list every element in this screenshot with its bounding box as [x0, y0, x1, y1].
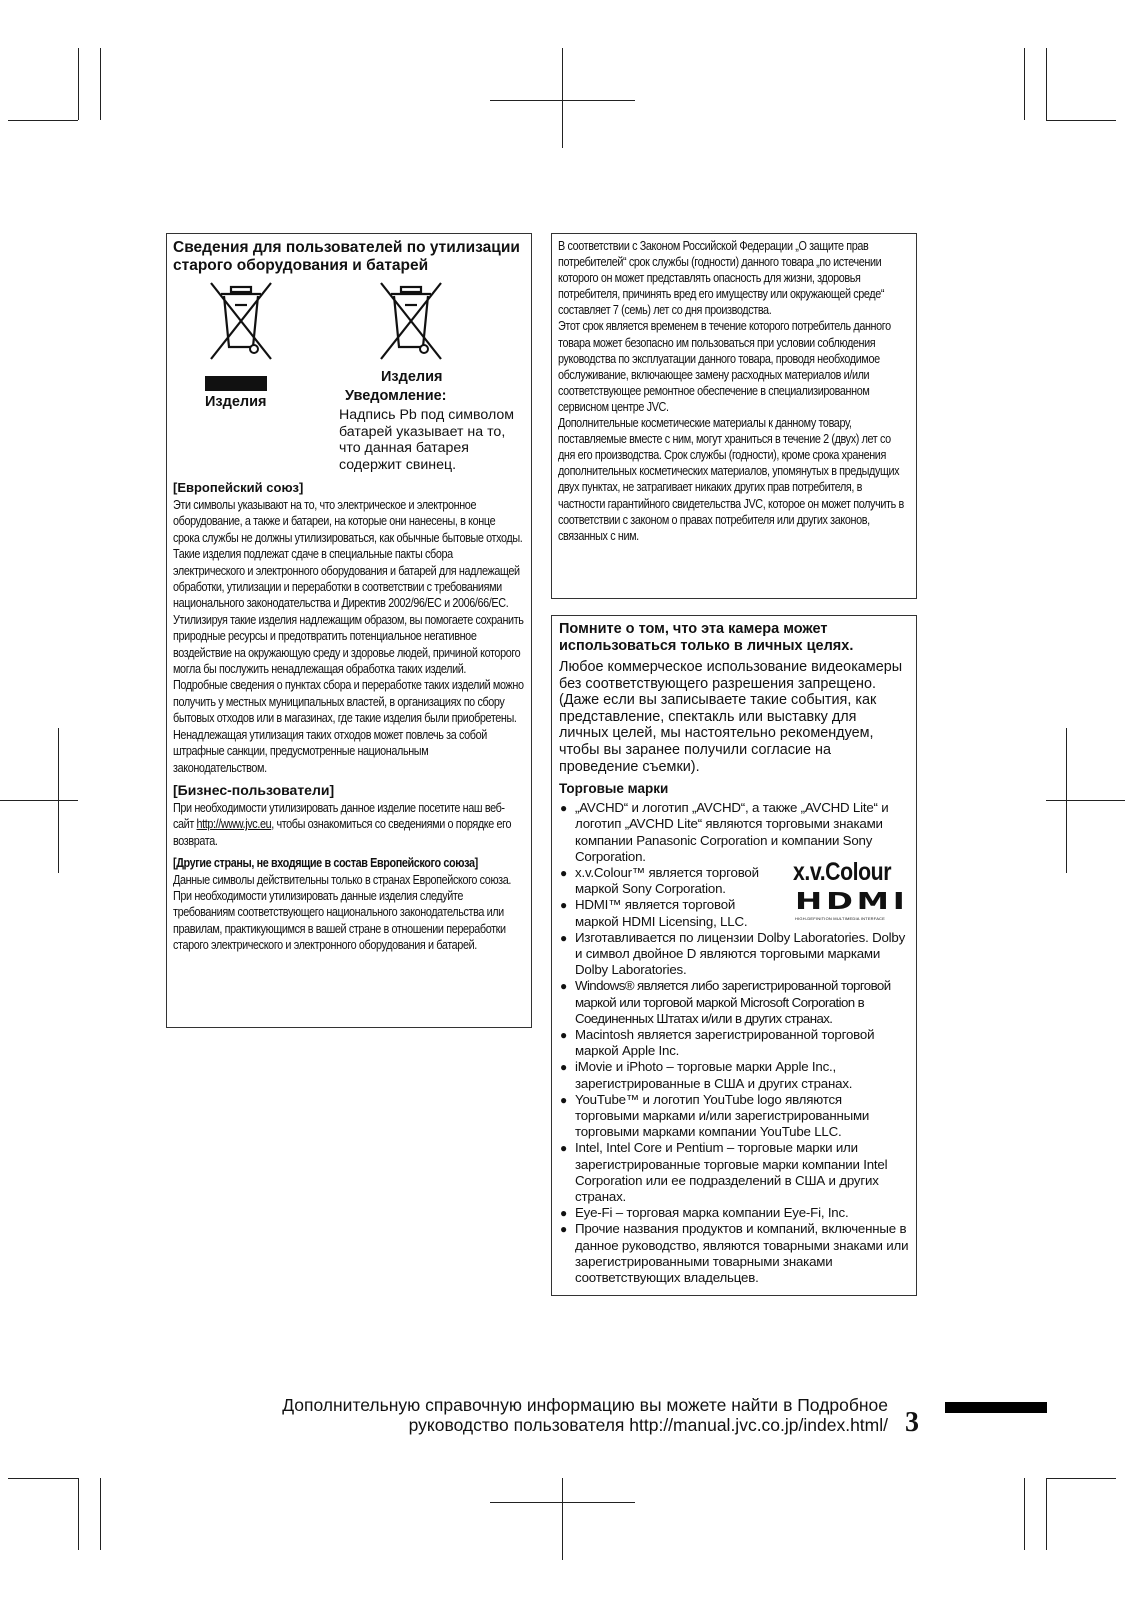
hdmi-logo-wordmark: HDMI	[795, 888, 909, 916]
icon-right-label: Изделия	[381, 369, 443, 385]
eu-paragraph: Подробные сведения о пунктах сбора и переработке таких изделий можно получить у местных муниципальных властей, в организациях по сбору бытовых отходов или в магазинах, где такие изделия были приобретены.	[173, 678, 524, 726]
trademark-item: ● Изготавливается по лицензии Dolby Laboratories. Dolby и символ двойное D являются торговыми марками Dolby Laboratories.	[560, 929, 906, 978]
eu-paragraph: Эти символы указывают на то, что электрическое и электронное оборудование, а также и батареи, на которые они нанесены, в конце срока службы не должны утилизироваться, как обычные бытовые отходы. Такие изделия подлежат сдаче в специальные пакты сбора электрического и электронного оборудования и батарей для надлежащей обработки, утилизации и переработки в соответствии с требованиями национального законодательства и Директив 2002/96/EC и 2006/66/EC.	[173, 498, 523, 611]
business-text	[173, 800, 524, 849]
trademark-item: ● Macintosh является зарегистрированной торговой маркой Apple Inc.	[560, 1027, 875, 1059]
personal-use-intro: Любое коммерческое использование видеокамеры без соответствующего разрешения запрещено. (Даже если вы записываете такие события, как представление, спектакль или выставку для личных целей, мы настоятельно рекомендуем, чтобы вы заранее получили согласие на проведение съемки).	[559, 659, 903, 775]
business-text-part: , чтобы ознакомиться со сведениями о порядке его возврата.	[173, 817, 512, 848]
service-paragraph: В соответствии с Законом Российской Федерации „О защите прав потребителей“ срок службы (годности) данного товара „по истечении которого он может представлять опасность для жизни, здоровья потребителя, причинять вред его имуществу или окружающей среде“ составляет 7 (семь) лет со дня производства.	[558, 239, 885, 318]
crossed-bin-icon	[209, 281, 273, 361]
page-tab-bar	[945, 1402, 1047, 1413]
crossed-bin-battery-icon	[379, 281, 443, 361]
symbols-area	[173, 275, 525, 480]
personal-use-box	[551, 615, 917, 1296]
trademark-item: ● Windows® является либо зарегистрированной торговой маркой или торговой маркой Microsoft Corporation в Соединенных Штатах и/или в других странах.	[560, 978, 891, 1026]
trademark-item: ● YouTube™ и логотип YouTube logo являются торговыми марками и/или зарегистрированными торговыми марками компании YouTube LLC.	[560, 1091, 870, 1140]
other-heading: [Другие страны, не входящие в состав Европейского союза]	[173, 856, 478, 871]
eu-paragraph: Утилизируя такие изделия надлежащим образом, вы помогаете сохранить природные ресурсы и предотвратить потенциальное негативное воздействие на окружающую среду и здоровье людей, причиной которого могла бы послужить ненадлежащая обработка таких изделий.	[173, 612, 524, 677]
recycling-info-box	[166, 233, 532, 1028]
notice-heading: Уведомление:	[345, 388, 447, 404]
trademark-item: ● Eye-Fi – торговая марка компании Eye-Fi, Inc.	[560, 1205, 849, 1221]
service-life-box	[551, 233, 917, 599]
trademarks-heading: Торговые марки	[559, 781, 669, 797]
service-life-text	[558, 238, 909, 544]
eu-heading: [Европейский союз]	[173, 480, 304, 495]
trademark-item: ● „AVCHD“ и логотип „AVCHD“, а также „AVCHD Lite“ и логотип „AVCHD Lite“ являются торговыми знаками компании Panasonic Corporation и компании Sony Corporation.	[560, 800, 889, 864]
jvc-website-link[interactable]: http://www.jvc.eu	[196, 817, 272, 832]
trademark-item: ● Intel, Intel Core и Pentium – торговые марки или зарегистрированные торговые марки компании Intel Corporation или ее подразделений в США и других странах.	[560, 1140, 888, 1205]
recycling-title: Сведения для пользователей по утилизации старого оборудования и батарей	[173, 239, 520, 274]
xvcolour-logo: x.v.Colour	[793, 858, 892, 887]
trademark-item: ● x.v.Colour™ является торговой маркой Sony Corporation.	[560, 864, 759, 897]
service-paragraph: Этот срок является временем в течение которого потребитель данного товара может безопасно им пользоваться при условии соблюдения руководства по эксплуатации данного товара, проводя необходимое обслуживание, включающее замену расходных материалов и/или соответствующее ремонтное обеспечение в специализированном сервисном центре JVC.	[558, 319, 891, 414]
icon-left-label: Изделия	[205, 394, 267, 410]
product-bar	[205, 376, 267, 391]
footer-line-1: Дополнительную справочную информацию вы можете найти в Подробное	[282, 1395, 888, 1415]
footer-line-2: руководство пользователя http://manual.jvc.co.jp/index.html/	[408, 1415, 888, 1435]
notice-text: Надпись Pb под символом батарей указывает на то, что данная батарея содержит свинец.	[339, 407, 515, 473]
service-paragraph: Дополнительные косметические материалы к данному товару, поставляемые вместе с ним, могут храниться в течение 2 (двух) лет со дня его производства. Срок службы (годности), кроме срока хранения дополнительных косметических материалов, упомянутых в предыдущих двух пунктах, не затрагивает никаких других прав потребителя, в частности гарантийного свидетельства JVC, которое он может получить в соответствии с законом о правах потребителя или других законов, связанных с ним.	[558, 416, 904, 543]
business-heading: [Бизнес-пользователи]	[173, 781, 335, 798]
trademark-list-area	[559, 800, 909, 1286]
hdmi-tagline: HIGH-DEFINITION MULTIMEDIA INTERFACE	[795, 916, 886, 922]
personal-use-title: Помните о том, что эта камера может использоваться только в личных целях.	[559, 621, 854, 654]
footer-reference	[200, 1395, 888, 1435]
hdmi-logo	[795, 888, 909, 922]
page-number: 3	[905, 1407, 919, 1438]
trademark-item: ● iMovie и iPhoto – торговые марки Apple Inc., зарегистрированные в США и других странах.	[560, 1059, 853, 1091]
trademark-item: ● HDMI™ является торговой маркой HDMI Licensing, LLC.	[560, 897, 748, 929]
other-countries-block	[173, 855, 524, 953]
other-text: Данные символы действительны только в странах Европейского союза. При необходимости утилизировать данные изделия следуйте требованиям соответствующего национального законодательства или правилам, практикующимся в вашей стране в отношении переработки старого электрического и электронного оборудования и батарей.	[173, 872, 512, 953]
eu-text	[173, 497, 524, 776]
eu-paragraph: Ненадлежащая утилизация таких отходов может повлечь за собой штрафные санкции, предусмотренные национальным законодательством.	[173, 727, 487, 775]
trademark-item: ● Прочие названия продуктов и компаний, включенные в данное руководство, являются товарными знаками или зарегистрированными товарными знаками соответствующих владельцев.	[560, 1221, 909, 1286]
business-text-part: При необходимости утилизировать данное изделие посетите наш веб-сайт	[173, 800, 505, 832]
